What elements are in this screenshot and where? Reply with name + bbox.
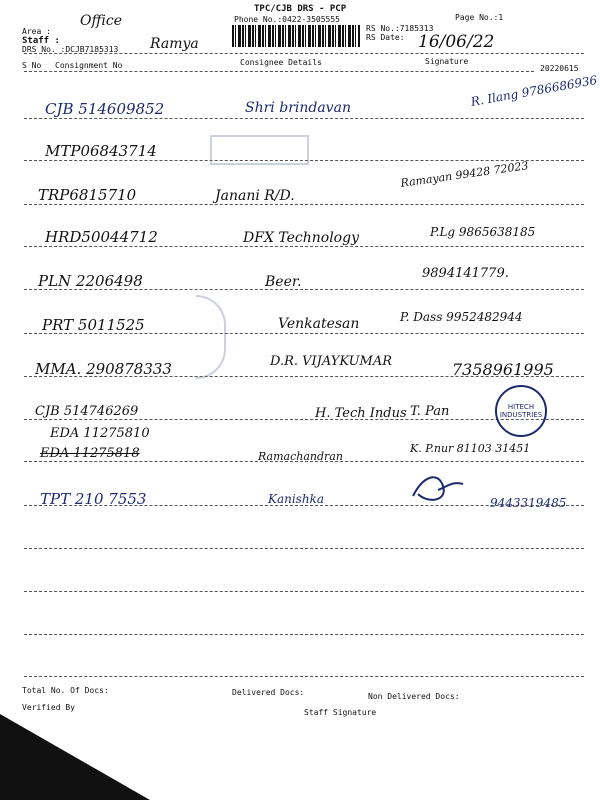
row-signature: P. Dass 9952482944 [400, 310, 523, 324]
col-consignee: Consignee Details [240, 58, 322, 67]
signature-scribble [408, 466, 468, 506]
row-signature: P.Lg 9865638185 [430, 225, 536, 239]
row-signature: 9443319485 [490, 496, 567, 510]
row-consignee: Kanishka [268, 492, 324, 506]
non-delivered-docs-label: Non Delivered Docs: [368, 692, 460, 701]
staff-signature-label: Staff Signature [304, 708, 377, 717]
drs-number: DRS No. :DCJB7185313 [22, 45, 119, 54]
header-divider [24, 53, 584, 54]
row-consignment: PLN 2206498 [38, 272, 143, 290]
row-consignee: Venkatesan [278, 316, 360, 332]
row-signature: Ramayan 99428 72023 [399, 159, 530, 190]
col-consignment: Consignment No [55, 61, 123, 70]
phone-number: Phone No.:0422-3505555 [234, 15, 340, 24]
folded-corner [0, 700, 150, 800]
rs-number: RS No.:7185313 [366, 24, 434, 33]
staff-label: Staff : [22, 36, 60, 46]
row-consignment: EDA 11275818 [40, 446, 140, 461]
row-signature: K. P.nur 81103 31451 [410, 442, 531, 455]
row-consignment: MMA. 290878333 [35, 360, 172, 378]
row-consignee: Shri brindavan [245, 100, 351, 116]
row-consignee: Beer. [265, 274, 302, 290]
rule-line [24, 204, 584, 205]
verified-by-label: Verified By [22, 703, 75, 712]
handwritten-area: Office [80, 13, 122, 29]
column-divider [24, 71, 534, 72]
row-consignment: HRD50044712 [45, 228, 158, 246]
row-signature: R. Ilang 9786686936 [469, 72, 599, 110]
row-consignee: D.R. VIJAYKUMAR [270, 354, 393, 369]
row-consignment: CJB 514746269 [35, 404, 139, 419]
faint-stamp [196, 295, 226, 379]
rule-line [24, 548, 584, 549]
row-signature: T. Pan [410, 404, 450, 419]
rule-line [24, 676, 584, 677]
col-date-code: 20220615 [540, 64, 579, 73]
handwritten-staff: Ramya [150, 36, 199, 52]
col-sno: S No [22, 61, 42, 70]
row-consignment: PRT 5011525 [42, 316, 145, 334]
rule-line [24, 634, 584, 635]
barcode [232, 25, 360, 47]
row-consignee: Janani R/D. [215, 188, 295, 204]
row-consignment: MTP06843714 [45, 142, 157, 160]
row-consignee: H. Tech Indus [315, 406, 407, 421]
rule-line [24, 246, 584, 247]
row-consignment: TPT 210 7553 [40, 490, 147, 508]
total-docs-label: Total No. Of Docs: [22, 686, 109, 695]
row-signature: 9894141779. [422, 266, 509, 281]
row-signature: 7358961995 [452, 360, 554, 379]
document-title: TPC/CJB DRS - PCP [254, 4, 347, 14]
faint-stamp [210, 135, 309, 165]
rule-line [24, 118, 584, 119]
rs-date-label: RS Date: [366, 33, 405, 42]
handwritten-date: 16/06/22 [418, 32, 495, 52]
page-number: Page No.:1 [455, 13, 504, 22]
area-label: Area : [22, 27, 51, 36]
delivered-docs-label: Delivered Docs: [232, 688, 305, 697]
row-consignment: CJB 514609852 [45, 100, 165, 118]
row-consignee: Ramachandran [258, 450, 343, 463]
row-consignment: TRP6815710 [38, 186, 137, 204]
col-signature: Signature [425, 57, 469, 66]
row-consignee: DFX Technology [243, 230, 359, 246]
row-consignment: EDA 11275810 [50, 426, 150, 441]
rule-line [24, 591, 584, 592]
company-seal: HITECH INDUSTRIES [495, 385, 547, 437]
